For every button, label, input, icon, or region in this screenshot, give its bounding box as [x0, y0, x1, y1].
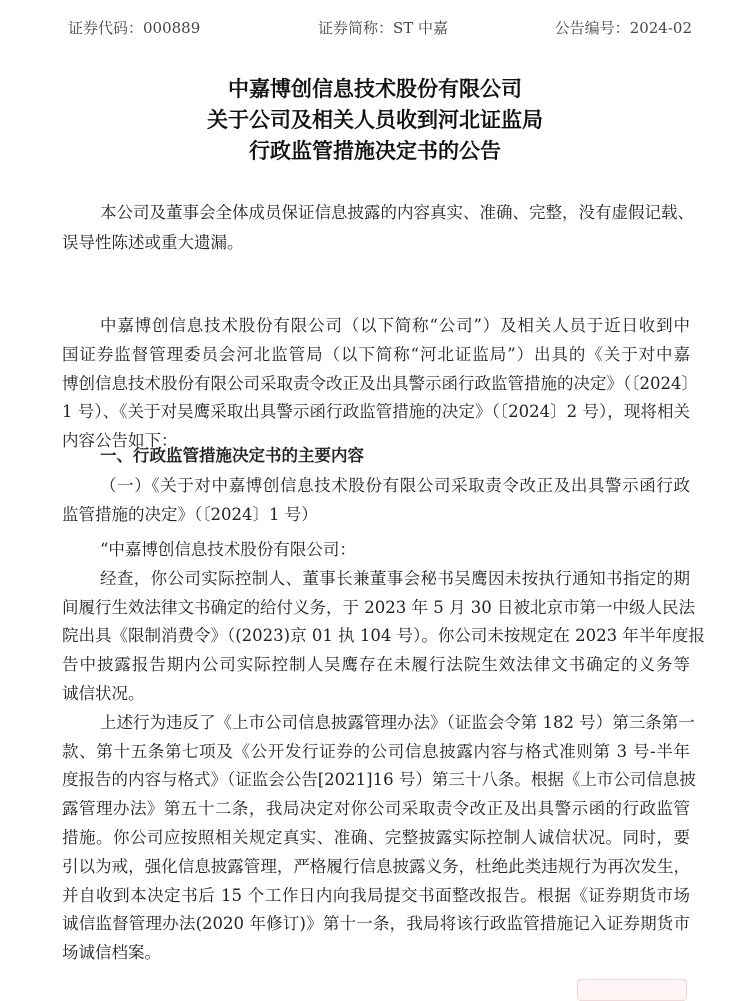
decision-text	[62, 536, 705, 968]
text-line: 经查，你公司实际控制人、董事长兼董事会秘书吴鹰因未按执行通知书指定的期	[100, 568, 690, 588]
section-heading	[62, 441, 690, 470]
text-line: 内容公告如下：	[62, 431, 178, 450]
paragraph	[62, 536, 690, 565]
text-line: 场诚信档案。	[62, 943, 161, 963]
text-line: 中嘉博创信息技术股份有限公司（以下简称“公司”）及相关人员于近日收到中	[100, 316, 690, 335]
intro-block	[62, 312, 698, 456]
text-line: 诚信状况。	[62, 683, 145, 703]
text-line: 度报告的内容与格式》（证监会公告[2021]16 号）第三十八条。根据《上市公司信息披	[62, 770, 696, 790]
security-abbreviation: 证券简称：ST 中嘉	[318, 19, 449, 37]
text-line: 间履行生效法律文书确定的给付义务，于 2023 年 5 月 30 日被北京市第一中级人民法	[62, 597, 695, 617]
text-line: 并自收到本决定书后 15 个工作日内向我局提交书面整改报告。根据《证券期货市场	[62, 885, 690, 905]
text-line: 告中披露报告期内公司实际控制人吴鹰存在未履行法院生效法律文书确定的义务等	[62, 655, 690, 675]
announcement-number: 公告编号：2024-02	[554, 19, 692, 37]
title-line: 行政监管措施决定书的公告	[249, 139, 501, 163]
paragraph	[62, 565, 705, 709]
document-title	[0, 74, 750, 167]
text-line: 监管措施的决定》（〔2024〕1 号）	[62, 505, 318, 524]
paragraph	[62, 441, 690, 470]
paragraph	[62, 709, 696, 968]
paragraph	[62, 312, 698, 456]
paragraph	[62, 471, 690, 529]
text-line: 上述行为违反了《上市公司信息披露管理办法》（证监会令第 182 号）第三条第一	[100, 712, 695, 732]
subsection-title	[62, 471, 690, 529]
security-code: 证券代码：000889	[68, 19, 201, 37]
text-line: 博创信息技术股份有限公司采取责令改正及出具警示函行政监管措施的决定》（〔2024〕	[62, 373, 698, 393]
text-line: 露管理办法》第五十二条，我局决定对你公司采取责令改正及出具警示函的行政监管	[62, 799, 690, 819]
paragraph	[62, 198, 694, 258]
floating-button[interactable]	[577, 979, 687, 1001]
text-line: 1 号）、《关于对吴鹰采取出具警示函行政监管措施的决定》（〔2024〕2 号），现将相关	[62, 402, 690, 422]
statement-block	[62, 198, 694, 258]
text-line: 一、行政监管措施决定书的主要内容	[100, 446, 364, 465]
text-line: 诚信监督管理办法(2020 年修订)》第十一条，我局将该行政监管措施记入证券期货市	[62, 914, 690, 934]
text-line: （一）《关于对中嘉博创信息技术股份有限公司采取责令改正及出具警示函行政	[100, 476, 690, 495]
text-line: 引以为戒，强化信息披露管理，严格履行信息披露义务，杜绝此类违规行为再次发生，	[62, 856, 690, 876]
text-line: 措施。你公司应按照相关规定真实、准确、完整披露实际控制人诚信状况。同时，要	[62, 827, 690, 847]
text-line: 本公司及董事会全体成员保证信息披露的内容真实、准确、完整，没有虚假记载、	[100, 203, 694, 222]
title-line: 中嘉博创信息技术股份有限公司	[228, 77, 522, 101]
text-line: 国证券监督管理委员会河北监管局（以下简称“河北证监局”）出具的《关于对中嘉	[62, 344, 690, 364]
text-line: 款、第十五条第七项及《公开发行证券的公司信息披露内容与格式准则第 3 号-半年	[62, 741, 690, 761]
text-line: “中嘉博创信息技术股份有限公司：	[100, 540, 356, 559]
text-line: 院出具《限制消费令》（(2023)京 01 执 104 号）。你公司未按规定在 2023 年半年度报	[62, 626, 705, 646]
title-line: 关于公司及相关人员收到河北证监局	[207, 108, 543, 132]
text-line: 误导性陈述或重大遗漏。	[62, 233, 244, 252]
